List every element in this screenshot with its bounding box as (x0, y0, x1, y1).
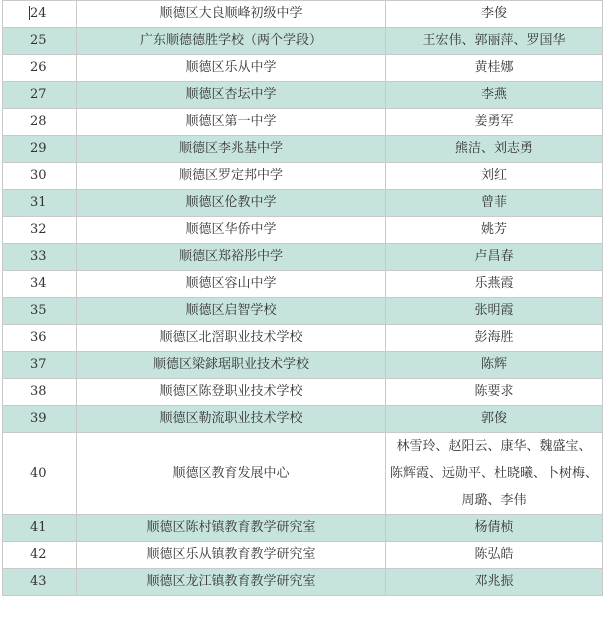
unit-name: 顺德区北滘职业技术学校 (77, 325, 386, 352)
unit-name: 顺德区勒流职业技术学校 (77, 406, 386, 433)
person-names: 陈辉 (386, 352, 603, 379)
table-row (3, 325, 603, 352)
table-row (3, 433, 603, 515)
table-row (3, 569, 603, 596)
table-row (3, 515, 603, 542)
person-names: 郭俊 (386, 406, 603, 433)
person-names: 邓兆振 (386, 569, 603, 596)
row-number: 25 (3, 28, 77, 55)
row-number: 43 (3, 569, 77, 596)
table-row (3, 244, 603, 271)
table-row (3, 28, 603, 55)
person-names: 熊洁、刘志勇 (386, 136, 603, 163)
person-names: 李俊 (386, 1, 603, 28)
unit-name: 广东顺德德胜学校（两个学段） (77, 28, 386, 55)
row-number: 37 (3, 352, 77, 379)
text-cursor (29, 6, 30, 20)
table-row (3, 298, 603, 325)
unit-name: 顺德区容山中学 (77, 271, 386, 298)
unit-name: 顺德区梁銶琚职业技术学校 (77, 352, 386, 379)
unit-name: 顺德区伦教中学 (77, 190, 386, 217)
person-names: 乐燕霞 (386, 271, 603, 298)
unit-name: 顺德区陈登职业技术学校 (77, 379, 386, 406)
row-number: 41 (3, 515, 77, 542)
row-number: 30 (3, 163, 77, 190)
person-names (386, 433, 603, 515)
person-names: 彭海胜 (386, 325, 603, 352)
row-number: 24 (3, 1, 77, 28)
person-names: 陈要求 (386, 379, 603, 406)
unit-name: 顺德区杏坛中学 (77, 82, 386, 109)
row-number: 35 (3, 298, 77, 325)
unit-name: 顺德区罗定邦中学 (77, 163, 386, 190)
table-row (3, 542, 603, 569)
unit-name: 顺德区乐从镇教育教学研究室 (77, 542, 386, 569)
row-number: 34 (3, 271, 77, 298)
row-number: 33 (3, 244, 77, 271)
table-row (3, 55, 603, 82)
person-names: 姚芳 (386, 217, 603, 244)
row-number: 31 (3, 190, 77, 217)
person-names: 卢昌春 (386, 244, 603, 271)
table-row (3, 163, 603, 190)
table-row (3, 82, 603, 109)
person-names: 王宏伟、郭丽萍、罗国华 (386, 28, 603, 55)
unit-name: 顺德区第一中学 (77, 109, 386, 136)
unit-name: 顺德区陈村镇教育教学研究室 (77, 515, 386, 542)
person-names: 刘红 (386, 163, 603, 190)
table-row (3, 406, 603, 433)
unit-name: 顺德区教育发展中心 (77, 433, 386, 515)
person-names: 曾菲 (386, 190, 603, 217)
row-number: 38 (3, 379, 77, 406)
unit-name: 顺德区启智学校 (77, 298, 386, 325)
table-row (3, 217, 603, 244)
row-number: 28 (3, 109, 77, 136)
unit-name: 顺德区李兆基中学 (77, 136, 386, 163)
unit-name: 顺德区大良顺峰初级中学 (77, 1, 386, 28)
teacher-list-table (2, 0, 603, 596)
person-names: 李燕 (386, 82, 603, 109)
person-names: 陈弘皓 (386, 542, 603, 569)
row-number: 39 (3, 406, 77, 433)
table-row (3, 190, 603, 217)
table-row (3, 1, 603, 28)
person-names: 杨倩桢 (386, 515, 603, 542)
unit-name: 顺德区乐从中学 (77, 55, 386, 82)
row-number: 32 (3, 217, 77, 244)
person-names-line: 林雪玲、赵阳云、康华、魏盛宝、 (396, 439, 592, 454)
row-number: 42 (3, 542, 77, 569)
unit-name: 顺德区华侨中学 (77, 217, 386, 244)
person-names: 姜勇军 (386, 109, 603, 136)
table-row (3, 352, 603, 379)
unit-name: 顺德区郑裕彤中学 (77, 244, 386, 271)
unit-name: 顺德区龙江镇教育教学研究室 (77, 569, 386, 596)
person-names: 黄桂娜 (386, 55, 603, 82)
table-row (3, 271, 603, 298)
table-row (3, 136, 603, 163)
person-names-line: 周璐、李伟 (461, 493, 527, 508)
row-number: 29 (3, 136, 77, 163)
table-row (3, 379, 603, 406)
table-row (3, 109, 603, 136)
row-number: 27 (3, 82, 77, 109)
row-number: 40 (3, 433, 77, 515)
person-names-line: 陈辉霞、远勋平、杜晓曦、卜树梅、 (389, 466, 598, 481)
person-names: 张明霞 (386, 298, 603, 325)
row-number: 36 (3, 325, 77, 352)
row-number: 26 (3, 55, 77, 82)
